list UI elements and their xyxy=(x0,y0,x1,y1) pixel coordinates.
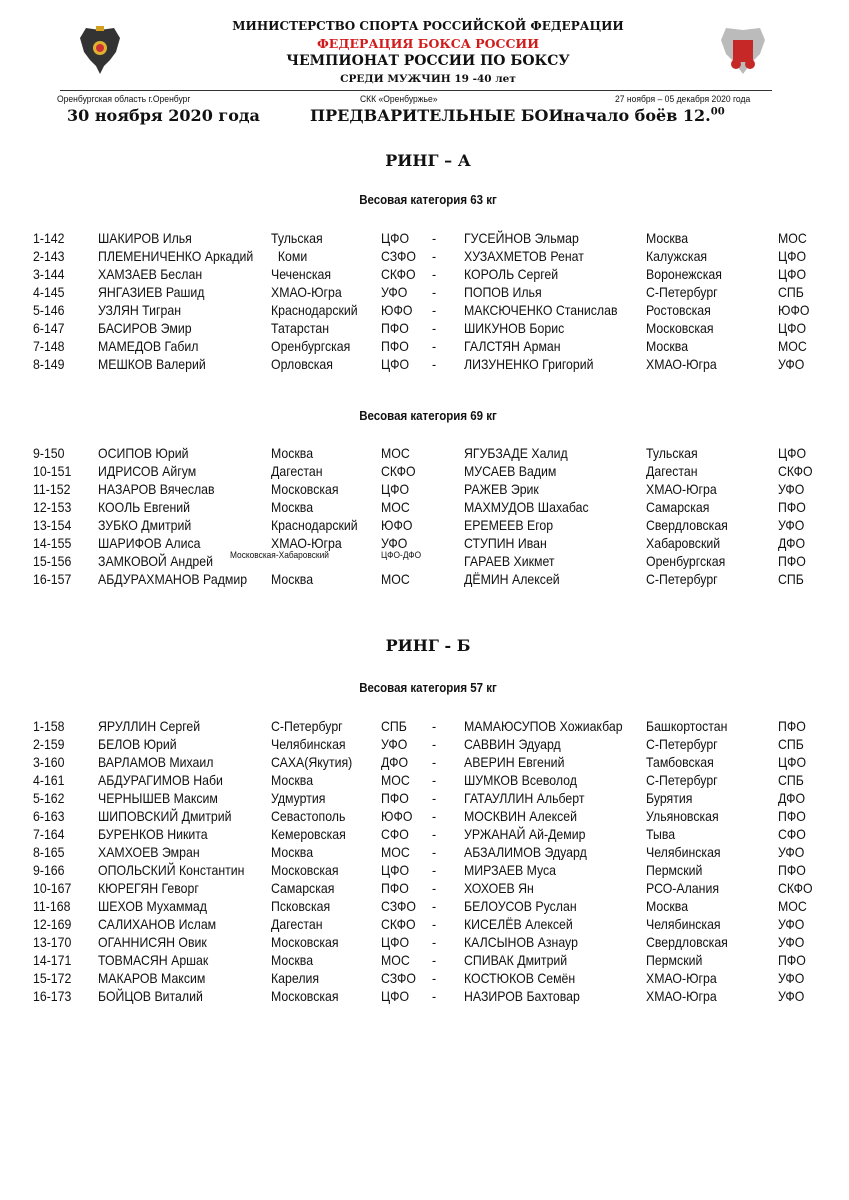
bout-number: 12-169 xyxy=(33,916,72,932)
boxer-blue-region: Хабаровский xyxy=(646,535,721,551)
boxer-blue-region: Бурятия xyxy=(646,790,693,806)
boxer-blue-name: ЯГУБЗАДЕ Халид xyxy=(464,445,568,461)
boxer-blue-region: Башкортостан xyxy=(646,718,728,734)
boxer-red-region: Татарстан xyxy=(271,320,330,336)
boxer-red-name: АБДУРАГИМОВ Наби xyxy=(98,772,223,788)
boxer-blue-region: С-Петербург xyxy=(646,284,718,300)
boxer-red-name: МАМЕДОВ Габил xyxy=(98,338,199,354)
boxer-red-region: Кемеровская xyxy=(271,826,346,842)
boxer-blue-region: Оренбургская xyxy=(646,553,726,569)
boxer-red-region: Краснодарский xyxy=(271,302,358,318)
boxer-red-district: ЦФО xyxy=(381,934,410,950)
boxer-red-name: ПЛЕМЕНИЧЕНКО Аркадий xyxy=(98,248,254,264)
ministry-title: МИНИСТЕРСТВО СПОРТА РОССИЙСКОЙ ФЕДЕРАЦИИ xyxy=(232,19,624,33)
vs-separator: - xyxy=(432,248,437,264)
boxer-blue-district: ЦФО xyxy=(778,320,807,336)
vs-separator: - xyxy=(432,754,437,770)
boxer-blue-region: Свердловская xyxy=(646,934,728,950)
boxer-blue-district: СПБ xyxy=(778,571,804,587)
boxer-blue-region: Москва xyxy=(646,898,689,914)
boxer-red-district: МОС xyxy=(381,445,410,461)
boxer-blue-name: ГАРАЕВ Хикмет xyxy=(464,553,555,569)
boxer-blue-district: МОС xyxy=(778,230,807,246)
boxer-blue-name: АБЗАЛИМОВ Эдуард xyxy=(464,844,587,860)
boxer-blue-region: ХМАО-Югра xyxy=(646,356,717,372)
boxer-blue-name: ХУЗАХМЕТОВ Ренат xyxy=(464,248,584,264)
vs-separator: - xyxy=(432,862,437,878)
bout-number: 1-158 xyxy=(33,718,65,734)
boxer-red-region: Тульская xyxy=(271,230,323,246)
boxer-red-name: ОПОЛЬСКИЙ Константин xyxy=(98,862,245,878)
boxer-blue-name: САВВИН Эдуард xyxy=(464,736,561,752)
boxer-blue-district: СФО xyxy=(778,826,806,842)
boxer-blue-region: Челябинская xyxy=(646,844,721,860)
boxer-blue-region: Ростовская xyxy=(646,302,711,318)
vs-separator: - xyxy=(432,284,437,300)
boxer-blue-region: ХМАО-Югра xyxy=(646,988,717,1004)
ring-b-title: РИНГ - Б xyxy=(385,636,471,655)
vs-separator: - xyxy=(432,970,437,986)
weight-category-title: Весовая категория 69 кг xyxy=(359,409,497,423)
boxer-red-district: ДФО xyxy=(381,754,409,770)
boxer-red-district: МОС xyxy=(381,844,410,860)
boxer-red-name: КООЛЬ Евгений xyxy=(98,499,191,515)
bout-number: 6-163 xyxy=(33,808,65,824)
start-time-label: начало боёв 12. xyxy=(563,106,711,125)
boxer-red-region: Челябинская xyxy=(271,736,346,752)
start-time xyxy=(563,106,725,125)
boxer-blue-name: НАЗИРОВ Бахтовар xyxy=(464,988,580,1004)
boxer-blue-district: ЦФО xyxy=(778,754,807,770)
boxer-red-region: С-Петербург xyxy=(271,718,343,734)
boxer-blue-name: ЛИЗУНЕНКО Григорий xyxy=(464,356,594,372)
boxer-blue-name: КАЛСЫНОВ Азнаур xyxy=(464,934,578,950)
boxer-blue-district: УФО xyxy=(778,356,805,372)
boxer-blue-region: С-Петербург xyxy=(646,772,718,788)
boxer-red-region: Дагестан xyxy=(271,916,323,932)
boxer-blue-region: Москва xyxy=(646,338,689,354)
boxer-blue-district: СПБ xyxy=(778,736,804,752)
weight-category-title: Весовая категория 57 кг xyxy=(359,681,497,695)
boxer-blue-name: БЕЛОУСОВ Руслан xyxy=(464,898,577,914)
boxer-blue-region: Дагестан xyxy=(646,463,698,479)
bout-number: 2-159 xyxy=(33,736,65,752)
vs-separator: - xyxy=(432,302,437,318)
boxer-red-region: Карелия xyxy=(271,970,320,986)
boxer-red-name: ЗАМКОВОЙ Андрей xyxy=(98,553,214,569)
boxer-blue-district: УФО xyxy=(778,481,805,497)
boxer-red-district: УФО xyxy=(381,535,408,551)
boxer-red-name: БУРЕНКОВ Никита xyxy=(98,826,208,842)
boxer-red-region: Московская xyxy=(271,862,339,878)
boxer-red-region: ХМАО-Югра xyxy=(271,535,342,551)
boxer-red-region: Удмуртия xyxy=(271,790,326,806)
boxer-blue-district: ДФО xyxy=(778,790,806,806)
boxer-blue-name: КОРОЛЬ Сергей xyxy=(464,266,559,282)
boxer-red-district: МОС xyxy=(381,772,410,788)
boxer-red-region: Москва xyxy=(271,499,314,515)
boxer-red-district: МОС xyxy=(381,571,410,587)
boxer-blue-district: УФО xyxy=(778,517,805,533)
boxer-red-name: ЧЕРНЫШЕВ Максим xyxy=(98,790,218,806)
boxer-blue-name: РАЖЕВ Эрик xyxy=(464,481,539,497)
vs-separator: - xyxy=(432,736,437,752)
boxer-red-name: ВАРЛАМОВ Михаил xyxy=(98,754,214,770)
vs-separator: - xyxy=(432,230,437,246)
boxer-red-region: Московская xyxy=(271,481,339,497)
boxer-red-name: ИДРИСОВ Айгум xyxy=(98,463,197,479)
boxer-red-district: УФО xyxy=(381,736,408,752)
bout-number: 7-164 xyxy=(33,826,65,842)
boxer-red-district: МОС xyxy=(381,952,410,968)
event-dates: 27 ноября – 05 декабря 2020 года xyxy=(615,94,751,105)
boxer-red-district: СКФО xyxy=(381,266,416,282)
boxer-red-district: СКФО xyxy=(381,916,416,932)
vs-separator: - xyxy=(432,718,437,734)
boxer-blue-region: РСО-Алания xyxy=(646,880,720,896)
boxer-red-region: Московская-Хабаровский xyxy=(230,550,329,561)
boxer-blue-district: ЦФО xyxy=(778,248,807,264)
boxer-red-name: БЕЛОВ Юрий xyxy=(98,736,177,752)
bout-number: 16-157 xyxy=(33,571,72,587)
boxer-red-district: ЮФО xyxy=(381,808,413,824)
boxer-red-district: СКФО xyxy=(381,463,416,479)
bout-number: 5-162 xyxy=(33,790,65,806)
vs-separator: - xyxy=(432,808,437,824)
boxer-red-district: ЮФО xyxy=(381,517,413,533)
boxer-blue-district: ПФО xyxy=(778,553,806,569)
vs-separator: - xyxy=(432,266,437,282)
boxer-blue-name: ДЁМИН Алексей xyxy=(464,571,560,587)
vs-separator: - xyxy=(432,338,437,354)
boxer-blue-district: ПФО xyxy=(778,952,806,968)
boxer-red-region: Коми xyxy=(271,248,308,264)
boxer-red-name: ХАМХОЕВ Эмран xyxy=(98,844,200,860)
boxer-blue-district: ПФО xyxy=(778,499,806,515)
boxer-blue-district: ДФО xyxy=(778,535,806,551)
bout-number: 1-142 xyxy=(33,230,65,246)
boxer-blue-district: СКФО xyxy=(778,880,813,896)
boxer-blue-region: С-Петербург xyxy=(646,736,718,752)
boxer-red-region: Москва xyxy=(271,844,314,860)
bout-number: 3-144 xyxy=(33,266,65,282)
boxer-blue-region: Пермский xyxy=(646,952,703,968)
boxer-red-name: НАЗАРОВ Вячеслав xyxy=(98,481,215,497)
vs-separator: - xyxy=(432,772,437,788)
boxer-red-name: БАСИРОВ Эмир xyxy=(98,320,192,336)
boxer-blue-name: МАКСЮЧЕНКО Станислав xyxy=(464,302,618,318)
vs-separator: - xyxy=(432,826,437,842)
stage-title: ПРЕДВАРИТЕЛЬНЫЕ БОИ xyxy=(310,106,564,125)
boxer-red-district: ЦФО xyxy=(381,356,410,372)
bout-number: 7-148 xyxy=(33,338,65,354)
bout-number: 2-143 xyxy=(33,248,65,264)
boxer-red-name: САЛИХАНОВ Ислам xyxy=(98,916,217,932)
boxer-red-region: Самарская xyxy=(271,880,335,896)
boxer-blue-name: МАМАЮСУПОВ Хожиакбар xyxy=(464,718,623,734)
boxer-red-district: СПБ xyxy=(381,718,407,734)
boxer-blue-region: Москва xyxy=(646,230,689,246)
vs-separator: - xyxy=(432,898,437,914)
bout-number: 14-155 xyxy=(33,535,72,551)
boxer-blue-name: ЕРЕМЕЕВ Егор xyxy=(464,517,554,533)
boxer-red-name: ХАМЗАЕВ Беслан xyxy=(98,266,203,282)
bout-number: 12-153 xyxy=(33,499,72,515)
start-time-minutes: 00 xyxy=(710,106,725,118)
venue: СКК «Оренбуржье» xyxy=(360,94,438,105)
boxer-blue-district: ПФО xyxy=(778,808,806,824)
competition-day: 30 ноября 2020 года xyxy=(67,106,260,125)
boxer-blue-name: ГАТАУЛЛИН Альберт xyxy=(464,790,585,806)
boxer-blue-district: ЦФО xyxy=(778,266,807,282)
boxer-red-district: ПФО xyxy=(381,880,409,896)
boxer-red-name: БОЙЦОВ Виталий xyxy=(98,988,203,1004)
boxer-blue-district: СПБ xyxy=(778,772,804,788)
boxer-red-name: МАКАРОВ Максим xyxy=(98,970,206,986)
boxer-red-district: УФО xyxy=(381,284,408,300)
boxer-blue-name: ШУМКОВ Всеволод xyxy=(464,772,577,788)
boxer-blue-region: Самарская xyxy=(646,499,710,515)
boxer-red-region: Орловская xyxy=(271,356,333,372)
boxer-red-district: ПФО xyxy=(381,790,409,806)
boxer-red-name: АБДУРАХМАНОВ Радмир xyxy=(98,571,248,587)
vs-separator: - xyxy=(432,934,437,950)
boxer-red-district: СЗФО xyxy=(381,248,417,264)
boxer-red-region: Севастополь xyxy=(271,808,346,824)
boxer-blue-district: ЮФО xyxy=(778,302,810,318)
boxer-blue-region: Пермский xyxy=(646,862,703,878)
boxer-red-region: Москва xyxy=(271,571,314,587)
boxer-blue-district: ПФО xyxy=(778,718,806,734)
bout-number: 8-149 xyxy=(33,356,65,372)
bout-number: 4-161 xyxy=(33,772,65,788)
bout-number: 5-146 xyxy=(33,302,65,318)
boxer-blue-district: СКФО xyxy=(778,463,813,479)
vs-separator: - xyxy=(432,356,437,372)
bout-number: 4-145 xyxy=(33,284,65,300)
boxer-blue-region: Свердловская xyxy=(646,517,728,533)
bout-number: 13-170 xyxy=(33,934,72,950)
bout-number: 15-172 xyxy=(33,970,72,986)
boxer-red-region: Москва xyxy=(271,952,314,968)
boxer-blue-region: Калужская xyxy=(646,248,708,264)
boxer-blue-name: АВЕРИН Евгений xyxy=(464,754,565,770)
ring-a-title: РИНГ – А xyxy=(385,151,471,170)
boxer-red-name: ОСИПОВ Юрий xyxy=(98,445,189,461)
boxer-blue-name: МИРЗАЕВ Муса xyxy=(464,862,557,878)
boxer-blue-name: ПОПОВ Илья xyxy=(464,284,542,300)
bout-number: 6-147 xyxy=(33,320,65,336)
bout-number: 15-156 xyxy=(33,553,72,569)
boxer-blue-name: СПИВАК Дмитрий xyxy=(464,952,568,968)
boxer-blue-region: С-Петербург xyxy=(646,571,718,587)
boxer-red-name: ТОВМАСЯН Аршак xyxy=(98,952,209,968)
boxer-red-region: Москва xyxy=(271,445,314,461)
championship-title: ЧЕМПИОНАТ РОССИИ ПО БОКСУ xyxy=(286,53,570,69)
boxer-red-region: Москва xyxy=(271,772,314,788)
boxer-blue-region: Тамбовская xyxy=(646,754,714,770)
boxer-blue-district: МОС xyxy=(778,898,807,914)
boxer-blue-district: ЦФО xyxy=(778,445,807,461)
boxer-red-name: ЗУБКО Дмитрий xyxy=(98,517,192,533)
boxer-red-name: ШАРИФОВ Алиса xyxy=(98,535,201,551)
boxer-red-district: ЦФО xyxy=(381,862,410,878)
vs-separator: - xyxy=(432,952,437,968)
bout-number: 3-160 xyxy=(33,754,65,770)
boxer-blue-name: КОСТЮКОВ Семён xyxy=(464,970,576,986)
boxer-blue-region: ХМАО-Югра xyxy=(646,481,717,497)
bout-number: 10-151 xyxy=(33,463,72,479)
boxer-blue-district: УФО xyxy=(778,916,805,932)
bout-number: 10-167 xyxy=(33,880,72,896)
boxer-red-name: МЕШКОВ Валерий xyxy=(98,356,206,372)
boxer-red-region: Краснодарский xyxy=(271,517,358,533)
boxer-blue-district: МОС xyxy=(778,338,807,354)
boxer-blue-region: Тыва xyxy=(646,826,676,842)
boxer-red-district: ПФО xyxy=(381,338,409,354)
boxer-red-district: ЦФО xyxy=(381,230,410,246)
age-category: СРЕДИ МУЖЧИН 19 -40 лет xyxy=(340,73,516,85)
vs-separator: - xyxy=(432,320,437,336)
boxer-red-region: Московская xyxy=(271,934,339,950)
bout-number: 11-152 xyxy=(33,481,71,497)
boxer-blue-district: СПБ xyxy=(778,284,804,300)
bout-number: 9-150 xyxy=(33,445,65,461)
boxer-red-district: СЗФО xyxy=(381,970,417,986)
boxer-blue-name: СТУПИН Иван xyxy=(464,535,547,551)
boxer-red-name: ШИПОВСКИЙ Дмитрий xyxy=(98,808,232,824)
boxer-blue-name: ХОХОЕВ Ян xyxy=(464,880,534,896)
boxer-blue-district: УФО xyxy=(778,934,805,950)
header-divider xyxy=(60,90,772,91)
boxer-red-district: ЦФО-ДФО xyxy=(381,550,422,561)
vs-separator: - xyxy=(432,790,437,806)
bout-number: 9-166 xyxy=(33,862,65,878)
boxer-red-region: САХА(Якутия) xyxy=(271,754,353,770)
boxer-red-name: ОГАННИСЯН Овик xyxy=(98,934,207,950)
boxer-red-region: ХМАО-Югра xyxy=(271,284,342,300)
boxer-red-name: ШЕХОВ Мухаммад xyxy=(98,898,207,914)
boxer-blue-name: ГУСЕЙНОВ Эльмар xyxy=(464,230,579,246)
weight-category-title: Весовая категория 63 кг xyxy=(359,193,497,207)
boxer-blue-name: ГАЛСТЯН Арман xyxy=(464,338,561,354)
boxer-blue-name: ШИКУНОВ Борис xyxy=(464,320,565,336)
bout-number: 13-154 xyxy=(33,517,72,533)
boxer-blue-name: МАХМУДОВ Шахабас xyxy=(464,499,589,515)
boxer-red-name: ШАКИРОВ Илья xyxy=(98,230,192,246)
bout-number: 16-173 xyxy=(33,988,72,1004)
boxer-blue-district: УФО xyxy=(778,970,805,986)
boxer-blue-district: ПФО xyxy=(778,862,806,878)
boxer-blue-region: Московская xyxy=(646,320,714,336)
boxer-red-district: СФО xyxy=(381,826,409,842)
vs-separator: - xyxy=(432,844,437,860)
location: Оренбургская область г.Оренбург xyxy=(57,94,191,105)
boxer-red-name: КЮРЕГЯН Геворг xyxy=(98,880,199,896)
boxer-red-name: ЯНГАЗИЕВ Рашид xyxy=(98,284,205,300)
boxer-red-region: Оренбургская xyxy=(271,338,351,354)
vs-separator: - xyxy=(432,988,437,1004)
boxer-red-district: МОС xyxy=(381,499,410,515)
boxer-blue-district: УФО xyxy=(778,844,805,860)
bout-number: 14-171 xyxy=(33,952,72,968)
boxer-blue-name: МУСАЕВ Вадим xyxy=(464,463,557,479)
boxer-red-district: ЮФО xyxy=(381,302,413,318)
bout-number: 8-165 xyxy=(33,844,65,860)
boxer-blue-district: УФО xyxy=(778,988,805,1004)
boxer-red-region: Дагестан xyxy=(271,463,323,479)
boxer-red-region: Чеченская xyxy=(271,266,332,282)
boxer-red-district: ЦФО xyxy=(381,988,410,1004)
boxer-blue-name: МОСКВИН Алексей xyxy=(464,808,577,824)
boxer-red-region: Псковская xyxy=(271,898,331,914)
boxer-red-district: ПФО xyxy=(381,320,409,336)
boxer-blue-name: УРЖАНАЙ Ай-Демир xyxy=(464,826,586,842)
boxer-red-name: ЯРУЛЛИН Сергей xyxy=(98,718,201,734)
boxer-blue-region: Воронежская xyxy=(646,266,722,282)
vs-separator: - xyxy=(432,880,437,896)
boxer-blue-region: Ульяновская xyxy=(646,808,719,824)
boxer-red-region: Московская xyxy=(271,988,339,1004)
boxer-red-district: СЗФО xyxy=(381,898,417,914)
vs-separator: - xyxy=(432,916,437,932)
boxer-blue-region: ХМАО-Югра xyxy=(646,970,717,986)
bout-number: 11-168 xyxy=(33,898,71,914)
federation-title: ФЕДЕРАЦИЯ БОКСА РОССИИ xyxy=(316,36,540,51)
boxer-blue-region: Челябинская xyxy=(646,916,721,932)
boxer-red-district: ЦФО xyxy=(381,481,410,497)
boxer-blue-name: КИСЕЛЁВ Алексей xyxy=(464,916,573,932)
boxer-blue-region: Тульская xyxy=(646,445,698,461)
boxer-red-name: УЗЛЯН Тигран xyxy=(98,302,182,318)
